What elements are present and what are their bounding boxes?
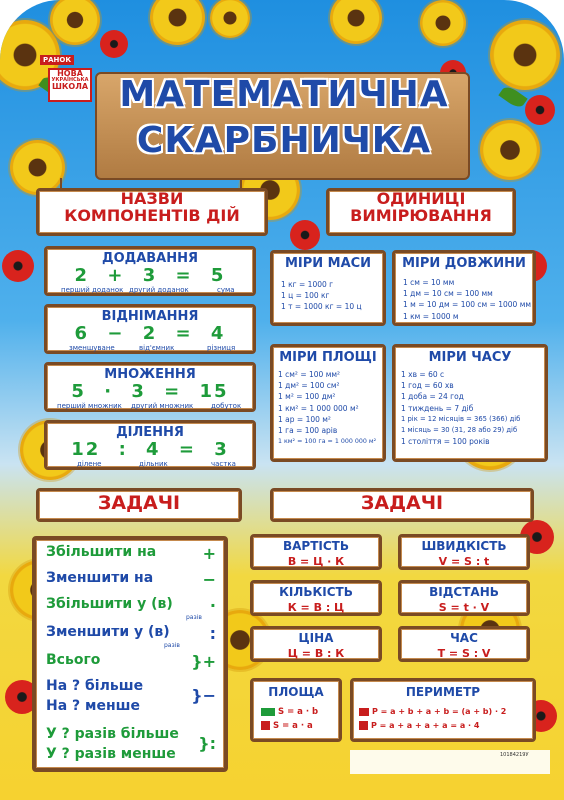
perimeter-formula: P = a + a + a + a = a · 4 [371, 721, 480, 730]
units-heading-line1: ОДИНИЦІ [376, 189, 466, 208]
op-label-r: частка [211, 460, 236, 468]
op-equation [47, 439, 253, 460]
area-board [250, 678, 342, 742]
formula-text: К = В : Ц [287, 601, 345, 614]
units-line: 1 т = 1000 кг = 10 ц [281, 302, 362, 312]
formula-text: S = t · V [438, 601, 490, 614]
task-row: На ? менше [46, 698, 141, 714]
task-row: У ? разів більше [46, 726, 179, 742]
units-line: 1 тиждень = 7 діб [401, 403, 474, 413]
units-time-board [392, 344, 548, 462]
tasks-left-board [32, 536, 228, 772]
sunflower-icon [210, 0, 250, 38]
page-title-line1: МАТЕМАТИЧНА [119, 74, 449, 115]
op-a: 5 [71, 381, 86, 402]
nus-badge-line2: УКРАЇНСЬКА [51, 77, 89, 83]
sunflower-icon [420, 0, 466, 46]
task-note: разів [186, 614, 202, 621]
tasks-right-heading: ЗАДАЧІ [360, 492, 444, 514]
op-r: 5 [210, 265, 226, 286]
perimeter-row [359, 705, 506, 719]
square-icon [261, 721, 270, 730]
square-icon [359, 721, 368, 730]
op-eq: = [178, 439, 196, 460]
formula-cost-board [250, 534, 382, 570]
units-line: 1 год = 60 хв [401, 381, 454, 391]
op-label-b: другий множник [131, 402, 194, 410]
op-sign: · [104, 381, 114, 402]
op-label-a: перший доданок [61, 286, 124, 294]
units-length-board [392, 250, 536, 326]
units-time-lines [401, 369, 520, 447]
task-row: У ? разів менше [46, 746, 176, 762]
op-label-a: ділене [77, 460, 102, 468]
formula-name: ШВИДКІСТЬ [421, 539, 507, 553]
op-name: МНОЖЕННЯ [104, 367, 196, 382]
formula-text: Ц = В : К [287, 647, 345, 660]
task-row: Зменшити у (в) [46, 624, 170, 640]
area-row [261, 705, 318, 719]
task-symbol: − [202, 570, 216, 589]
sunflower-icon [150, 0, 205, 45]
op-equation [47, 323, 253, 344]
formula-name: ЧАС [450, 631, 478, 645]
op-a: 6 [74, 323, 90, 344]
units-mass-title: МІРИ МАСИ [284, 256, 372, 271]
nus-badge-line1: НОВА [57, 69, 83, 78]
units-line: 1 кг = 1000 г [281, 280, 334, 289]
sunflower-icon [10, 140, 65, 195]
task-symbol: + [202, 544, 216, 563]
op-b: 2 [142, 323, 158, 344]
formula-time-board [398, 626, 530, 662]
op-eq: = [175, 265, 193, 286]
op-equation [47, 381, 253, 402]
poppy-icon [2, 250, 34, 282]
units-line: 1 км² = 100 га = 1 000 000 м² [278, 438, 377, 446]
units-line: 1 місяць = 30 (31, 28 або 29) діб [401, 426, 518, 435]
op-board-addition [44, 246, 256, 296]
area-formula: S = a · a [273, 721, 313, 731]
op-board-multiplication [44, 362, 256, 412]
units-line: 1 м = 10 дм = 100 см = 1000 мм [403, 300, 532, 310]
op-label-r: сума [217, 286, 235, 294]
formula-text: В = Ц · К [287, 555, 345, 568]
perimeter-board [350, 678, 536, 742]
units-line: 1 км = 1000 м [403, 311, 459, 321]
footer-code: 10184219У [500, 752, 529, 758]
formula-text: T = S : V [437, 647, 491, 660]
units-line: 1 м² = 100 дм² [278, 392, 336, 402]
op-label-b: дільник [139, 460, 168, 468]
op-eq: = [164, 381, 182, 402]
units-line: 1 століття = 100 років [401, 437, 490, 447]
perimeter-title: ПЕРИМЕТР [405, 685, 481, 699]
tasks-left-heading: ЗАДАЧІ [97, 492, 181, 514]
task-symbol: }+ [191, 652, 216, 671]
area-formula: S = a · b [278, 707, 319, 717]
task-symbol: · [209, 596, 216, 615]
sunflower-icon [480, 120, 540, 180]
area-row [261, 719, 318, 733]
op-label-a: зменшуване [69, 344, 115, 352]
units-heading [326, 191, 516, 225]
op-board-subtraction [44, 304, 256, 354]
units-line: 1 доба = 24 год [401, 392, 464, 402]
units-length-title: МІРИ ДОВЖИНИ [402, 256, 526, 271]
rectangle-icon [359, 708, 369, 716]
units-time-title: МІРИ ЧАСУ [428, 350, 512, 365]
op-label-r: різниця [207, 344, 236, 352]
task-row: Всього [46, 652, 101, 668]
units-line: 1 хв = 60 с [401, 370, 445, 379]
units-line: 1 см = 10 мм [403, 278, 455, 287]
nus-badge [48, 68, 92, 102]
page-title-line2: СКАРБНИЧКА [136, 120, 432, 161]
task-symbol: : [209, 624, 216, 643]
components-heading-line2: КОМПОНЕНТІВ ДІЙ [64, 205, 240, 225]
units-line: 1 га = 100 арів [278, 426, 338, 436]
op-board-division [44, 420, 256, 470]
task-row: Збільшити на [46, 544, 157, 560]
perimeter-formula: P = a + b + a + b = (a + b) · 2 [372, 707, 507, 716]
units-mass-lines [281, 279, 362, 313]
formula-quantity-board [250, 580, 382, 616]
op-label-r: добуток [211, 402, 242, 410]
formula-name: ВАРТІСТЬ [282, 539, 350, 553]
formula-name: ЦІНА [298, 631, 334, 645]
units-area-board [270, 344, 386, 462]
op-eq: = [175, 323, 193, 344]
op-r: 4 [210, 323, 226, 344]
op-b: 3 [142, 265, 158, 286]
op-name: ДОДАВАННЯ [101, 251, 198, 266]
formula-speed-board [398, 534, 530, 570]
perimeter-rows [359, 705, 506, 733]
sunflower-icon [330, 0, 382, 44]
units-line: 1 см² = 100 мм² [278, 370, 341, 379]
units-mass-board [270, 250, 386, 326]
op-label-b: від'ємник [139, 344, 175, 352]
task-note: разів [164, 642, 180, 649]
op-b: 4 [146, 439, 161, 460]
units-heading-line2: ВИМІРЮВАННЯ [350, 205, 492, 225]
task-row: Збільшити у (в) [46, 596, 173, 612]
components-heading-line1: НАЗВИ [120, 189, 184, 208]
formula-text: V = S : t [438, 555, 490, 568]
task-row: Зменшити на [46, 570, 154, 586]
perimeter-row [359, 719, 506, 733]
op-sign: : [118, 439, 128, 460]
poppy-icon [525, 95, 555, 125]
op-label-a: перший множник [57, 402, 122, 410]
op-sign: − [107, 323, 125, 344]
area-title: ПЛОЩА [268, 685, 324, 699]
units-line: 1 дм² = 100 см² [278, 381, 340, 391]
task-row: На ? більше [46, 678, 144, 694]
sunflower-icon [50, 0, 100, 45]
op-label-b: другий доданок [129, 286, 189, 294]
units-area-title: МІРИ ПЛОЩІ [279, 350, 377, 365]
op-sign: + [107, 265, 125, 286]
nus-badge-line3: ШКОЛА [51, 82, 89, 91]
rectangle-icon [261, 708, 275, 716]
poppy-icon [290, 220, 320, 250]
components-heading [36, 191, 268, 225]
units-line: 1 дм = 10 см = 100 мм [403, 289, 493, 299]
units-line: 1 ар = 100 м² [278, 414, 331, 424]
formula-distance-board [398, 580, 530, 616]
op-r: 3 [214, 439, 229, 460]
units-line: 1 ц = 100 кг [281, 291, 330, 301]
publisher-logo: РАНОК [40, 55, 74, 65]
op-equation [47, 265, 253, 286]
op-b: 3 [131, 381, 146, 402]
units-line: 1 рік = 12 місяців = 365 (366) діб [401, 414, 521, 423]
units-area-lines [278, 369, 376, 447]
op-r: 15 [199, 381, 229, 402]
area-rows [261, 705, 318, 733]
poppy-icon [100, 30, 128, 58]
units-line: 1 км² = 1 000 000 м² [278, 403, 359, 413]
op-a: 12 [71, 439, 101, 460]
units-length-lines [403, 277, 531, 322]
op-a: 2 [74, 265, 90, 286]
task-symbol: }− [191, 686, 216, 705]
formula-name: КІЛЬКІСТЬ [279, 585, 353, 599]
op-name: ВІДНІМАННЯ [101, 309, 199, 324]
op-name: ДІЛЕННЯ [116, 425, 184, 440]
sunflower-icon [490, 20, 560, 90]
formula-name: ВІДСТАНЬ [429, 585, 499, 599]
task-symbol: }: [198, 734, 216, 753]
formula-price-board [250, 626, 382, 662]
